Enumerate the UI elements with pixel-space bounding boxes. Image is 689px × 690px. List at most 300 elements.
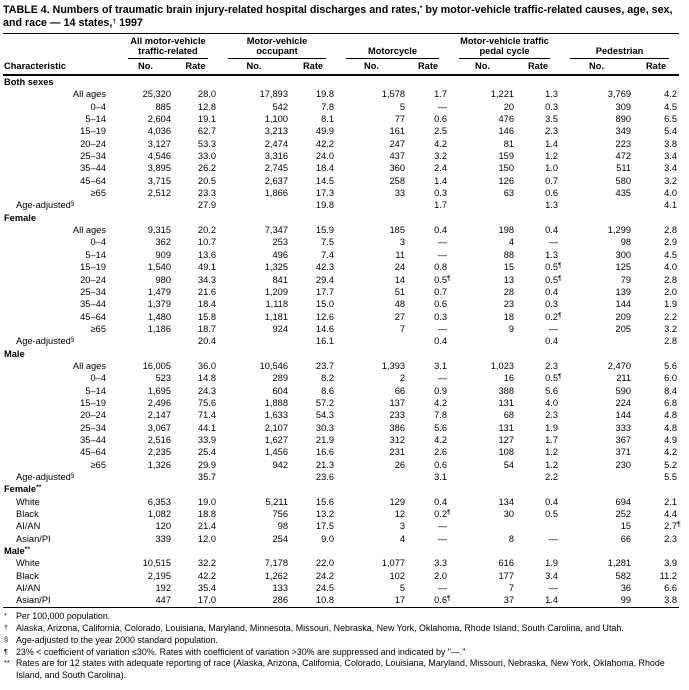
rate-cell: 2.4 [434,163,448,174]
rate-cell: 1.0 [545,163,559,174]
section-row [3,348,679,360]
row-label: ≥65 [90,323,106,334]
rate-cell: 3.5 [545,114,559,125]
rate-cell: 4.2 [434,397,448,408]
rate-cell: 24.0 [315,151,335,162]
count-cell: 1,181 [264,311,289,322]
rate-cell: 24.3 [197,385,217,396]
row-label: AI/AN [16,521,41,532]
rate-cell: 26.2 [197,163,217,174]
rate-cell: 10.7 [197,237,217,248]
row-label: Asian/PI [16,595,51,606]
rate-cell [516,483,560,495]
count-cell: 252 [615,509,632,520]
count-cell: 2,637 [264,175,289,186]
count-cell: 756 [272,509,289,520]
row-label: 15–19 [80,397,106,408]
count-cell: 496 [272,249,289,260]
count-cell: 247 [389,138,406,149]
row-label: Black [16,509,39,520]
count-cell: 300 [615,249,632,260]
rate-cell [516,348,560,360]
rate-cell [516,212,560,224]
footnote-marker: † [4,622,9,632]
rate-cell [290,75,336,88]
row-label: 25–34 [80,286,106,297]
count-cell: 909 [155,249,171,260]
table-row [3,533,679,545]
rate-cell: 21.9 [315,434,335,445]
rate-cell: 0.2¶ [434,509,451,520]
count-cell [560,199,633,211]
rate-cell: — [437,101,448,112]
rate-cell: — [437,521,448,532]
rate-cell [516,75,560,88]
count-cell: 435 [615,188,632,199]
table-row [3,459,679,471]
table-row [3,335,679,347]
rate-cell: 0.5 [545,509,559,520]
count-cell: 2,604 [147,114,171,125]
footnote-text: Age-adjusted to the year 2000 standard population. [16,634,218,645]
rate-cell: 0.2¶ [545,311,562,322]
table-row [3,125,679,137]
count-cell: 1,627 [264,434,289,445]
rate-cell: 2.1 [664,496,678,507]
rate-cell: 14.5 [315,175,335,186]
count-cell [560,212,633,224]
count-cell: 192 [155,583,171,594]
column-group-pedestrian [560,33,679,59]
count-cell [336,545,407,557]
count-cell [118,471,173,483]
count-cell: 2,516 [147,434,171,445]
table-row [3,434,679,446]
count-cell: 2,195 [147,570,171,581]
count-cell: 198 [498,225,515,236]
row-label: 0–4 [90,237,106,248]
rate-cell: 18.4 [315,163,335,174]
count-cell [336,348,407,360]
table-row [3,422,679,434]
rate-cell: 5.2 [664,459,678,470]
count-cell: 126 [498,175,515,186]
count-cell: 30 [503,509,515,520]
rate-cell [290,545,336,557]
col-header-no: No. [336,59,407,75]
count-cell: 66 [394,385,406,396]
rate-cell: 0.5¶ [545,373,562,384]
count-cell: 2,470 [607,360,632,371]
count-cell: 79 [620,274,632,285]
rate-cell: 2.0 [434,570,448,581]
count-cell: 177 [498,570,515,581]
rate-cell [290,212,336,224]
row-label: 15–19 [80,262,106,273]
table-row [3,508,679,520]
rate-cell: 0.6 [434,459,448,470]
count-cell: 367 [615,434,632,445]
rate-cell: 1.7 [545,434,559,445]
rate-cell [633,75,679,88]
rate-cell: — [548,583,559,594]
count-cell [118,483,173,495]
rate-cell: 7.4 [321,249,335,260]
rate-cell: 5.4 [664,126,678,137]
row-label: 25–34 [80,422,106,433]
count-cell: 1,281 [607,558,632,569]
rate-cell: 4.9 [664,434,678,445]
rate-cell: — [548,323,559,334]
row-label: Black [16,570,39,581]
rate-cell: 20.4 [197,336,217,347]
table-row [3,520,679,532]
table-row [3,323,679,335]
count-cell: 2,496 [147,397,171,408]
rate-cell: 0.3 [434,188,448,199]
count-cell: 3,316 [264,151,289,162]
column-group-motorcycle [336,33,449,59]
rate-cell: 3.3 [434,558,448,569]
row-label: 45–64 [80,175,106,186]
count-cell: 1,262 [264,570,289,581]
count-cell: 388 [498,385,515,396]
count-cell: 12 [394,509,406,520]
count-cell: 371 [615,447,632,458]
rate-cell: 3.8 [664,138,678,149]
count-cell: 10,546 [259,360,289,371]
rate-cell: 0.5¶ [545,274,562,285]
count-cell: 131 [498,422,515,433]
count-cell [560,471,633,483]
table-row [3,224,679,236]
count-cell: 150 [498,163,515,174]
count-cell [449,520,516,532]
count-cell: 3,067 [147,422,171,433]
rate-cell [633,483,679,495]
rate-cell: 4.8 [664,422,678,433]
rate-cell: 2.3 [545,126,559,137]
col-header-no: No. [118,59,173,75]
count-cell: 885 [155,101,171,112]
rate-cell: 17.3 [315,188,335,199]
row-label: Male** [4,546,30,557]
count-cell: 362 [155,237,171,248]
rate-cell: 25.4 [197,447,217,458]
col-header-rate: Rate [173,59,218,75]
rate-cell: 49.9 [315,126,335,137]
rate-cell: 0.4 [434,225,448,236]
count-cell: 63 [503,188,515,199]
row-label: Age-adjusted§ [16,336,75,347]
count-cell [118,545,173,557]
count-cell: 26 [394,459,406,470]
count-cell: 4 [508,237,515,248]
count-cell: 159 [498,151,515,162]
column-group-label: Motorcycle [346,46,439,59]
rate-cell: 12.6 [315,311,335,322]
count-cell: 1,077 [381,558,406,569]
rate-cell: 23.6 [315,472,335,482]
rate-cell: — [437,583,448,594]
count-cell: 27 [394,311,406,322]
count-cell: 4,546 [147,151,171,162]
count-cell: 360 [389,163,406,174]
rate-cell: 13.6 [197,249,217,260]
rate-cell: 33.9 [197,434,217,445]
rate-cell: 5.5 [664,472,678,482]
table-title: TABLE 4. Numbers of traumatic brain injury-related hospital discharges and rates,* by motor-vehicle traffic-related causes, age, sex, and race — 14 states,† 1997 [3,4,673,30]
rate-cell: 17.0 [197,595,217,606]
rate-cell: 4.5 [664,249,678,260]
row-label: 20–24 [80,138,106,149]
table-row [3,594,679,607]
row-label: Male [4,348,25,359]
count-cell: 233 [389,410,406,421]
table-row [3,372,679,384]
rate-cell: 1.9 [545,558,559,569]
count-cell: 1,540 [147,262,171,273]
count-cell: 309 [615,101,632,112]
count-cell [449,199,516,211]
rate-cell: 3.9 [664,558,678,569]
section-row [3,212,679,224]
rate-cell: 14.6 [315,323,335,334]
count-cell: 447 [155,595,171,606]
rate-cell: 24.5 [315,583,335,594]
count-cell [218,335,290,347]
count-cell [218,483,290,495]
table-row [3,385,679,397]
column-group-row [3,33,679,59]
row-label: All ages [72,360,106,371]
rate-cell: 2.3 [545,410,559,421]
count-cell: 511 [616,163,632,174]
table-row [3,582,679,594]
count-cell: 694 [615,496,632,507]
count-cell [560,335,633,347]
rate-cell: 5.6 [434,422,448,433]
count-cell: 10,515 [142,558,171,569]
count-cell: 88 [503,249,515,260]
count-cell: 312 [389,434,406,445]
rate-cell: 0.4 [545,286,559,297]
rate-cell: 1.4 [434,175,448,186]
rate-cell: 0.6 [545,188,559,199]
count-cell: 386 [389,422,406,433]
count-cell [449,348,516,360]
rate-cell: 0.4 [545,225,559,236]
count-cell: 1,379 [147,299,171,310]
count-cell: 108 [498,447,515,458]
table-row [3,162,679,174]
count-cell: 18 [503,311,515,322]
table-row [3,446,679,458]
rate-cell: 2.5 [434,126,448,137]
rate-cell: 3.4 [664,163,678,174]
count-cell: 254 [272,533,289,544]
section-row [3,483,679,495]
rate-cell [516,520,560,532]
rate-cell: 27.9 [197,200,217,211]
count-cell [449,335,516,347]
characteristic-header: Characteristic [3,33,118,75]
rate-cell: 71.4 [197,410,217,421]
rate-cell: 57.2 [315,397,335,408]
count-cell [218,75,290,88]
footnotes [3,611,686,682]
rate-cell: 16.1 [315,336,335,347]
count-cell: 253 [272,237,289,248]
count-cell: 54 [503,459,515,470]
rate-cell: 12.8 [197,101,217,112]
rate-cell: 5.6 [545,385,559,396]
count-cell [336,483,407,495]
row-label: 5–14 [85,249,106,260]
col-header-rate: Rate [290,59,336,75]
count-cell: 7,347 [264,225,289,236]
rate-cell: 8.4 [664,385,678,396]
rate-cell: 33.0 [197,151,217,162]
rate-cell: 10.8 [315,595,335,606]
row-label: 45–64 [80,311,106,322]
count-cell: 205 [615,323,632,334]
table-row [3,261,679,273]
count-cell [118,75,173,88]
section-row [3,545,679,557]
rate-cell: 35.7 [197,472,217,482]
count-cell: 134 [498,496,515,507]
rate-cell: 0.6 [434,299,448,310]
rate-cell: 21.3 [315,459,335,470]
count-cell: 7 [508,583,515,594]
rate-cell: 18.4 [197,299,217,310]
count-cell: 1,456 [264,447,289,458]
count-cell: 98 [277,521,289,532]
rate-cell: 24.2 [315,570,335,581]
rate-cell: 3.2 [664,323,678,334]
rate-cell: 0.8 [434,262,448,273]
count-cell [560,75,633,88]
count-cell: 15 [503,262,515,273]
count-cell: 604 [272,385,289,396]
rate-cell: 4.2 [434,434,448,445]
count-cell: 2,512 [147,188,171,199]
row-label: ≥65 [90,459,106,470]
count-cell: 7,178 [264,558,289,569]
rate-cell: 3.1 [434,360,448,371]
count-cell: 1,480 [147,311,171,322]
count-cell: 146 [498,126,515,137]
rate-cell: 17.5 [315,521,335,532]
rate-cell: 1.4 [545,595,559,606]
rate-cell: 4.2 [664,89,678,100]
rate-cell: 22.0 [315,558,335,569]
count-cell: 5 [399,101,406,112]
rate-cell: 19.0 [197,496,217,507]
rate-cell [290,483,336,495]
rate-cell: 42.3 [315,262,335,273]
rate-cell: 1.4 [545,138,559,149]
count-cell: 129 [389,496,406,507]
count-cell: 81 [503,138,515,149]
count-cell: 942 [272,459,289,470]
row-label: 45–64 [80,447,106,458]
rate-cell: 6.8 [664,397,678,408]
footnote-marker: ¶ [4,646,8,656]
column-group-label: Motor-vehicle traffic pedal cycle [459,36,550,59]
table-row [3,496,679,508]
rate-cell: 19.8 [315,89,335,100]
count-cell: 4 [399,533,406,544]
rate-cell: 49.1 [197,262,217,273]
count-cell: 37 [503,595,515,606]
count-cell: 2,474 [264,138,289,149]
rate-cell: 6.0 [664,373,678,384]
count-cell: 17 [394,595,406,606]
count-cell: 2,147 [147,410,171,421]
rate-cell: 2.6 [434,447,448,458]
count-cell: 9 [508,323,515,334]
count-cell: 289 [272,373,289,384]
count-cell: 1,209 [264,286,289,297]
count-cell: 1,221 [490,89,515,100]
count-cell [336,471,407,483]
count-cell: 48 [394,299,406,310]
table-row [3,360,679,372]
row-label: 20–24 [80,274,106,285]
count-cell: 144 [615,299,632,310]
count-cell [449,545,516,557]
rate-cell: 13.2 [315,509,335,520]
footnote-text: Rates are for 12 states with adequate reporting of race (Alaska, Arizona, California, Colorado, Louisiana, Maryland, Missouri, Nebraska, New York, Oklahoma, Rhode Island, and South Carolina). [16,658,665,681]
row-label: 5–14 [85,385,106,396]
rate-cell: 54.3 [315,410,335,421]
count-cell: 66 [620,533,632,544]
count-cell: 144 [615,410,632,421]
count-cell: 133 [272,583,289,594]
rate-cell: 4.1 [664,200,678,211]
rate-cell: 15.9 [315,225,335,236]
rate-cell [407,545,449,557]
table-body [3,75,679,607]
rate-cell: 16.6 [315,447,335,458]
column-group-label: All motor-vehicle traffic-related [128,36,208,59]
footnote [4,635,688,647]
rate-cell: 4.0 [545,397,559,408]
rate-cell: 0.4 [434,496,448,507]
count-cell: 99 [620,595,632,606]
table-row [3,138,679,150]
rate-cell: 8.6 [321,385,335,396]
section-row [3,75,679,88]
rate-cell: — [437,533,448,544]
rate-cell: — [437,237,448,248]
table-row [3,175,679,187]
rate-cell: 7.8 [321,101,335,112]
rate-cell: 4.2 [664,447,678,458]
rate-cell: 1.3 [545,200,559,211]
count-cell: 4,036 [147,126,171,137]
rate-cell: 29.9 [197,459,217,470]
count-cell: 3,769 [607,89,632,100]
rate-cell: 53.3 [197,138,217,149]
count-cell [560,348,633,360]
count-cell: 3,213 [264,126,289,137]
rate-cell: 20.5 [197,175,217,186]
row-label: 15–19 [80,126,106,137]
rate-cell: 4.0 [664,188,678,199]
